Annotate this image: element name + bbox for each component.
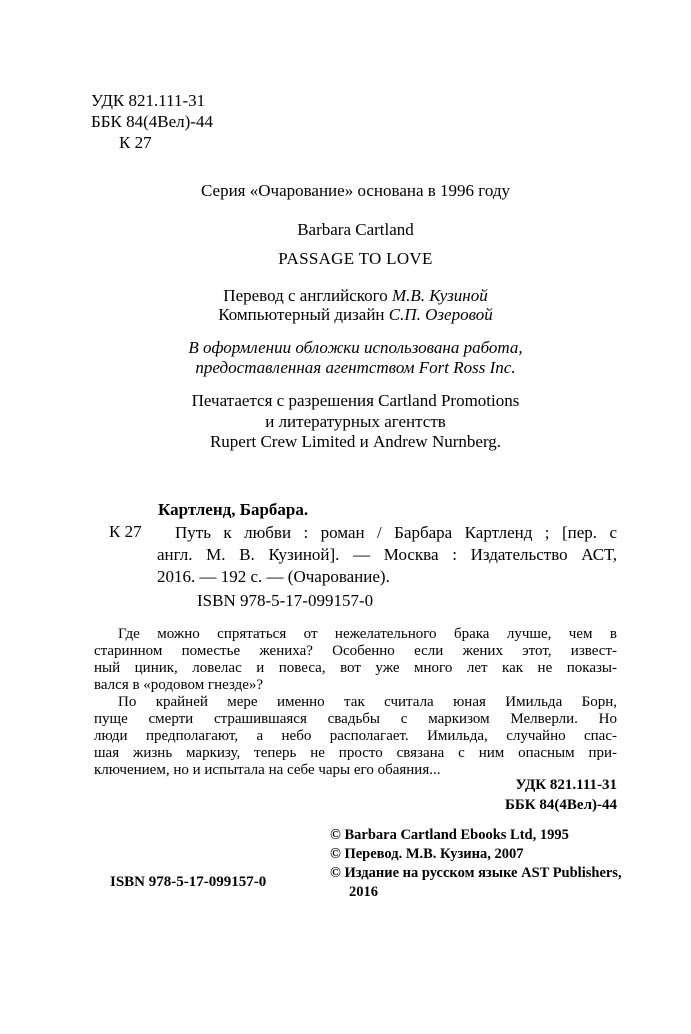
- translation-credit: [94, 287, 617, 306]
- udk-code-bottom: УДК 821.111-31: [515, 777, 617, 793]
- catalog-description: [157, 522, 617, 588]
- bbk-code: ББК 84(4Вел)-44: [91, 112, 213, 131]
- catalog-code: К 27: [109, 522, 142, 541]
- annotation-p1-line4: вался в «родовом гнезде»?: [94, 677, 264, 693]
- cover-note-line1: В оформлении обложки использована работа,: [188, 338, 523, 357]
- copyright-line4: 2016: [349, 884, 378, 900]
- cover-note-line2: предоставленная агентством Fort Ross Inc.: [195, 358, 516, 377]
- original-author: Barbara Cartland: [297, 220, 414, 239]
- designer-name: С.П. Озеровой: [388, 304, 493, 324]
- catalog-line1: Путь к любви : роман / Барбара Картленд ; [пер. с: [175, 523, 617, 542]
- original-title: PASSAGE TO LOVE: [278, 249, 433, 268]
- design-label: Компьютерный дизайн: [218, 304, 385, 324]
- copyright-line3: © Издание на русском языке AST Publishers,: [330, 865, 622, 881]
- permission-line3: Rupert Crew Limited и Andrew Nurnberg.: [209, 432, 502, 451]
- credits-block: [94, 287, 617, 324]
- catalog-author: Картленд, Барбара.: [158, 500, 309, 519]
- copyright-block: [330, 826, 622, 902]
- annotation-p1-line2: старинном поместье жениха? Особенно если жених этот, извест-: [94, 643, 617, 659]
- permission-note: [94, 391, 617, 453]
- translator-name: М.В. Кузиной: [391, 286, 488, 305]
- copyright-line1: © Barbara Cartland Ebooks Ltd, 1995: [330, 827, 569, 843]
- annotation: [94, 626, 617, 779]
- catalog-letter-code: К 27: [119, 133, 152, 152]
- catalog-line2: англ. М. В. Кузиной]. — Москва : Издательство АСТ,: [157, 545, 617, 564]
- isbn-bottom: ISBN 978-5-17-099157-0: [110, 874, 267, 890]
- annotation-p2-line2: пуще смерти страшившаяся свадьбы с маркизом Мелверли. Но: [94, 711, 617, 727]
- bbk-code-bottom: ББК 84(4Вел)-44: [504, 796, 617, 813]
- annotation-p2-line5: ключением, но и испытала на себе чары его обаяния...: [94, 762, 441, 778]
- top-classification-codes: [91, 90, 213, 153]
- design-credit: [94, 306, 617, 325]
- annotation-p2-line3: люди предполагают, а небо располагает. Имильда, случайно спас-: [94, 728, 617, 744]
- translation-label: Перевод с английского: [223, 286, 388, 305]
- isbn-catalog: ISBN 978-5-17-099157-0: [197, 591, 374, 610]
- annotation-p2-line4: шая жизнь маркизу, теперь не просто связана с ним опасным при-: [94, 745, 617, 761]
- catalog-line3: 2016. — 192 с. — (Очарование).: [157, 567, 390, 586]
- cover-note: [94, 338, 617, 378]
- annotation-p2-line1: По крайней мере именно так считала юная Имильда Борн,: [118, 694, 617, 710]
- bottom-classification-codes: [94, 776, 617, 815]
- permission-line2: и литературных агентств: [265, 411, 446, 431]
- udk-code: УДК 821.111-31: [91, 91, 206, 110]
- annotation-p1-line3: ный циник, ловелас и повеса, вот уже много лет как не показы-: [94, 660, 617, 676]
- permission-line1: Печатается с разрешения Cartland Promotions: [191, 391, 520, 410]
- copyright-line2: © Перевод. М.В. Кузина, 2007: [330, 846, 524, 862]
- series-note: Серия «Очарование» основана в 1996 году: [200, 181, 510, 200]
- annotation-p1-line1: Где можно спрятаться от нежелательного брака лучше, чем в: [118, 626, 617, 642]
